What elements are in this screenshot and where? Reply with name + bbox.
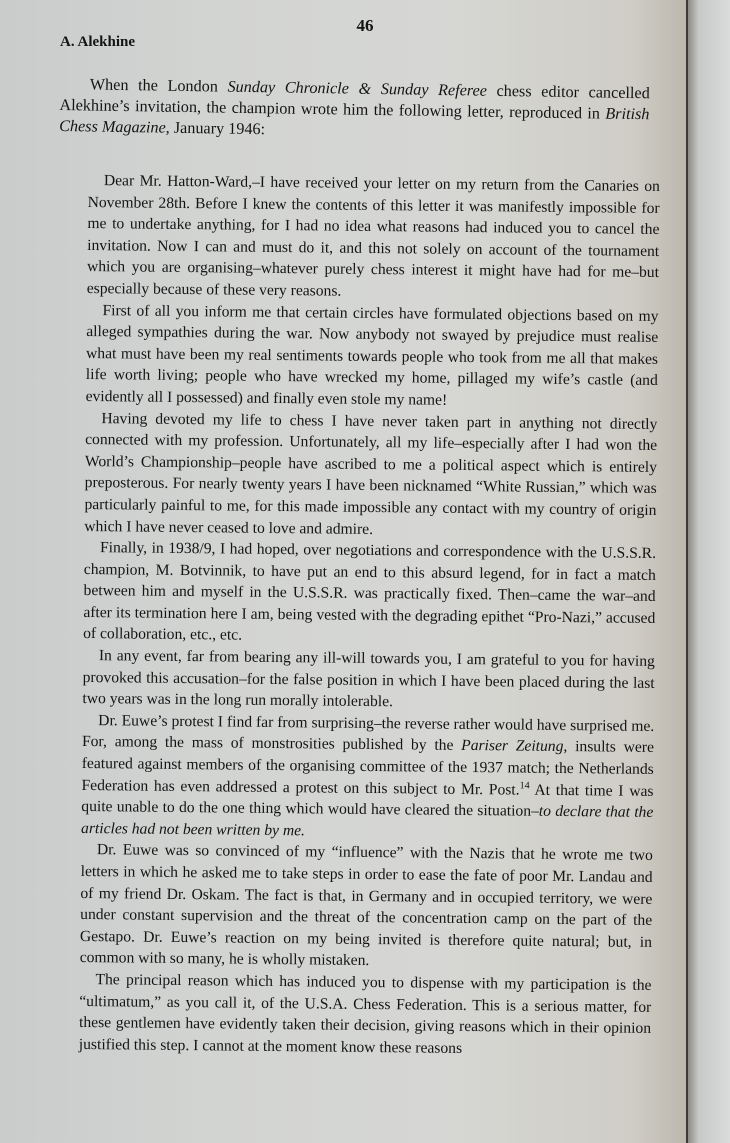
- letter-paragraph-1: Dear Mr. Hatton-Ward,–I have received your letter on my return from the Canaries on November 28th. Before I knew the contents of this letter it was manifestly impossible for me to undertake anything, for I had no idea what reasons had induced you to cancel the invitation. Now I can and must do it, and this not solely on account of the tournament which you are organising–whatever purely chess interest it might have had for me–but especially because of these very reasons.: [86, 172, 660, 300]
- magazine-title: British Chess Magazine: [59, 104, 650, 137]
- pariser-zeitung-title: Pariser Zeitung: [461, 737, 564, 756]
- running-head: A. Alekhine: [60, 34, 136, 50]
- intro-text-2: chess editor cancelled Alekhine’s invitation, the champion wrote him the following letter, reproduced in: [59, 81, 650, 123]
- footnote-marker: 14: [519, 779, 530, 792]
- letter-body: [79, 170, 660, 1061]
- letter-paragraph-6-c: At that time I was quite unable to do the one thing which would have cleared the situation–: [81, 781, 654, 820]
- letter-paragraph-8: The principal reason which has induced you to dispense with my participation is the “ultimatum,” as you call it, of the U.S.A. Chess Federation. This is a serious matter, for these gentlemen have evidently taken their decision, giving reasons which in their opinion justified this step. I cannot at the moment know these reasons: [78, 971, 652, 1057]
- intro-text: [59, 74, 650, 146]
- intro-text-3: , January 1946:: [165, 118, 266, 139]
- intro-text-1: When the London: [89, 75, 228, 96]
- letter-paragraph-6-italic: to declare that the articles had not been written by me.: [81, 802, 654, 840]
- letter-paragraph-5: In any event, far from bearing any ill-will towards you, I am grateful to you for having provoked this accusation–for the false position in which I have been placed during the last two years was in the long run morally intolerable.: [82, 647, 655, 711]
- letter-paragraph-7: Dr. Euwe was so convinced of my “influence” with the Nazis that he wrote me two letters in which he asked me to take steps in order to ease the fate of poor Mr. Landau and of my friend Dr. Oskam. The fact is that, in Germany and in occupied territory, we were under constant supervision and the threat of the concentration camp on the part of the Gestapo. Dr. Euwe’s reaction on my being invited is therefore quite natural; but, in common with so many, he is wholly mistaken.: [79, 841, 653, 970]
- newspaper-title: Sunday Chronicle & Sunday Referee: [227, 77, 488, 100]
- letter-paragraph-6-b: , insults were featured against members of the organising committee of the 1937 match; the Netherlands Federation has even addressed a protest on this subject to Mr. Post.: [81, 738, 655, 799]
- letter-paragraph-6-a: Dr. Euwe’s protest I find far from surprising–the reverse rather would have surprised me. For, among the mass of monstrosities published by the: [81, 711, 655, 755]
- letter-paragraph-4: Finally, in 1938/9, I had hoped, over negotiations and correspondence with the U.S.S.R. champion, M. Botvinnik, to have put an end to this absurd legend, for in fact a match between him and myself in the U.S.S.R. was practically fixed. Then–came the war–and after its termination here I am, being vested with the degrading epithet “Pro-Nazi,” accused of collaboration, etc., etc.: [83, 539, 657, 645]
- letter-paragraph-2: First of all you inform me that certain circles have formulated objections based on my alleged sympathies during the war. Now anybody not swayed by prejudice must realise what must have been my real sentiments towards people who took from me all that makes life worth living; people who have wrecked my home, pillaged my wife’s castle (and evidently all I possessed) and finally even stole my name!: [85, 301, 659, 409]
- page-edge-background: [688, 0, 730, 1143]
- letter-paragraph-6: [81, 710, 654, 846]
- page-number: 46: [356, 16, 374, 35]
- intro-paragraph: [59, 74, 650, 146]
- letter-paragraph-3: Having devoted my life to chess I have never taken part in anything not directly connected with my profession. Unfortunately, all my life–especially after I had won the World’s Championship–people have ascribed to me a political aspect which is entirely preposterous. For nearly twenty years I have been nicknamed “White Russian,” which was particularly painful to me, for this made impossible any contact with my country of origin which I have never ceased to love and admire.: [84, 409, 658, 538]
